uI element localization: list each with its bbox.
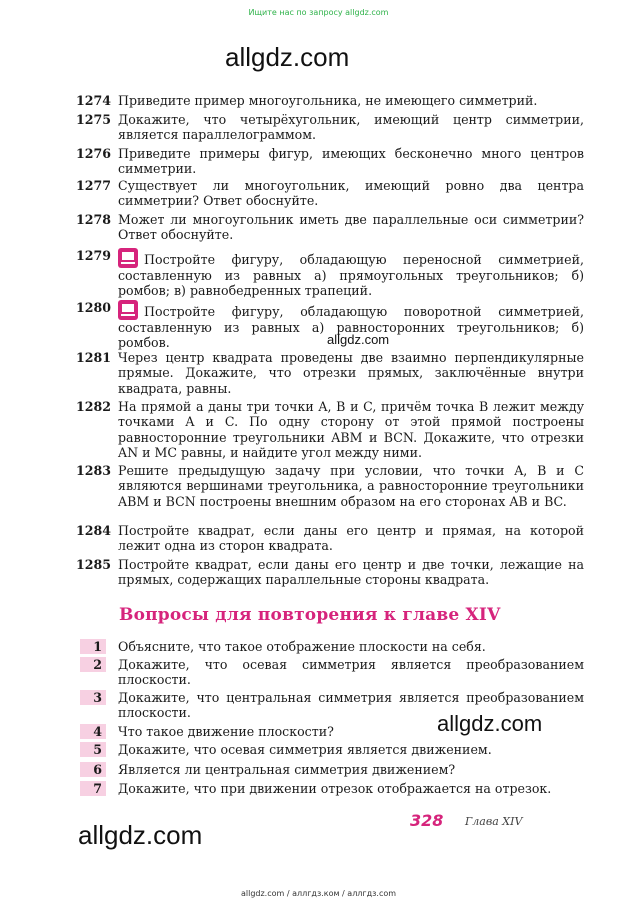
problem-1275 [76,112,584,143]
question-1 [76,639,584,654]
section-title: Вопросы для повторения к главе XIV [119,605,501,625]
problem-text: Существует ли многоугольник, имеющий ровно два центра симметрии? Ответ обоснуйте. [118,178,584,209]
question-number: 7 [80,781,106,796]
watermark-right: allgdz.com [437,711,543,736]
problem-number: 1283 [76,463,112,478]
problem-text: Докажите, что четырёхугольник, имеющий центр симметрии, является параллелограммом. [118,112,584,143]
question-number: 4 [80,724,106,739]
question-number: 5 [80,742,106,757]
problem-1274 [76,93,584,108]
problem-number: 1276 [76,146,112,161]
problem-number: 1285 [76,557,112,572]
problem-text: На прямой a даны три точки A, B и C, причём точка B лежит между точками A и C. По одну сторону от этой прямой построены равносторонние треугольники ABM и BCN. Докажите, что отрезки AN и MC равны, и найдите угол между ними. [118,399,584,461]
problem-number: 1281 [76,350,112,365]
problem-text: Постройте квадрат, если даны его центр и прямая, на которой лежит одна из сторон квадрата. [118,523,584,554]
problem-number: 1279 [76,248,112,263]
computer-icon [118,300,138,320]
question-text: Докажите, что центральная симметрия является преобразованием плоскости. [118,690,584,721]
question-7 [76,781,584,796]
question-number: 1 [80,639,106,654]
problem-text [118,248,584,299]
problem-text: Постройте квадрат, если даны его центр и две точки, лежащие на прямых, содержащих параллельные стороны квадрата. [118,557,584,588]
question-number: 3 [80,690,106,705]
watermark-top: allgdz.com [225,42,350,72]
problem-number: 1274 [76,93,112,108]
computer-icon [118,248,138,268]
question-number: 6 [80,762,106,777]
question-2 [76,657,584,688]
problem-1282 [76,399,584,461]
question-number: 2 [80,657,106,672]
problem-text: Через центр квадрата проведены две взаимно перпендикулярные прямые. Докажите, что отрезки прямых, заключённые внутри квадрата, равны. [118,350,584,396]
problem-number: 1280 [76,300,112,315]
problem-1279 [76,248,584,299]
question-text: Докажите, что осевая симметрия является движением. [118,742,492,757]
watermark-bottom: allgdz.com [78,820,203,850]
question-4 [76,724,584,739]
watermark-middle: allgdz.com [327,332,390,347]
problem-number: 1284 [76,523,112,538]
problem-number: 1278 [76,212,112,227]
problem-1283 [76,463,584,509]
problem-text: Может ли многоугольник иметь две параллельные оси симметрии? Ответ обоснуйте. [118,212,584,243]
question-text: Является ли центральная симметрия движением? [118,762,456,777]
question-5 [76,742,584,757]
question-text: Докажите, что осевая симметрия является преобразованием плоскости. [118,657,584,688]
problem-text: Решите предыдущую задачу при условии, что точки A, B и C являются вершинами треугольника, а равносторонние треугольники ABM и BCN построены внешним образом на его сторонах AB и BC. [118,463,584,509]
problem-1276 [76,146,584,177]
problem-text-body: Постройте фигуру, обладающую переносной симметрией, составленную из равных а) прямоугольных треугольников; б) ромбов; в) равнобедренных трапеций. [118,252,584,299]
page-number: 328 [410,811,444,830]
question-text: Докажите, что при движении отрезок отображается на отрезок. [118,781,552,796]
problem-1277 [76,178,584,209]
problem-text: Приведите примеры фигур, имеющих бесконечно много центров симметрии. [118,146,584,177]
problem-number: 1282 [76,399,112,414]
problem-text: Приведите пример многоугольника, не имеющего симметрий. [118,93,538,108]
problem-1284 [76,523,584,554]
problem-text-body: Постройте фигуру, обладающую поворотной симметрией, составленную из равных а) равносторонних треугольников; б) ромбов. [118,304,584,351]
footer-links: allgdz.com / аллгдз.ком / аллгдз.com [240,889,397,898]
question-6 [76,762,584,777]
problem-number: 1275 [76,112,112,127]
problem-number: 1277 [76,178,112,193]
question-text: Объясните, что такое отображение плоскости на себя. [118,639,486,654]
problem-1278 [76,212,584,243]
question-text: Что такое движение плоскости? [118,724,334,739]
chapter-label: Глава XIV [465,815,523,828]
problem-1285 [76,557,584,588]
top-search-note: Ищите нас по запросу allgdz.com [248,8,389,17]
problem-1281 [76,350,584,396]
